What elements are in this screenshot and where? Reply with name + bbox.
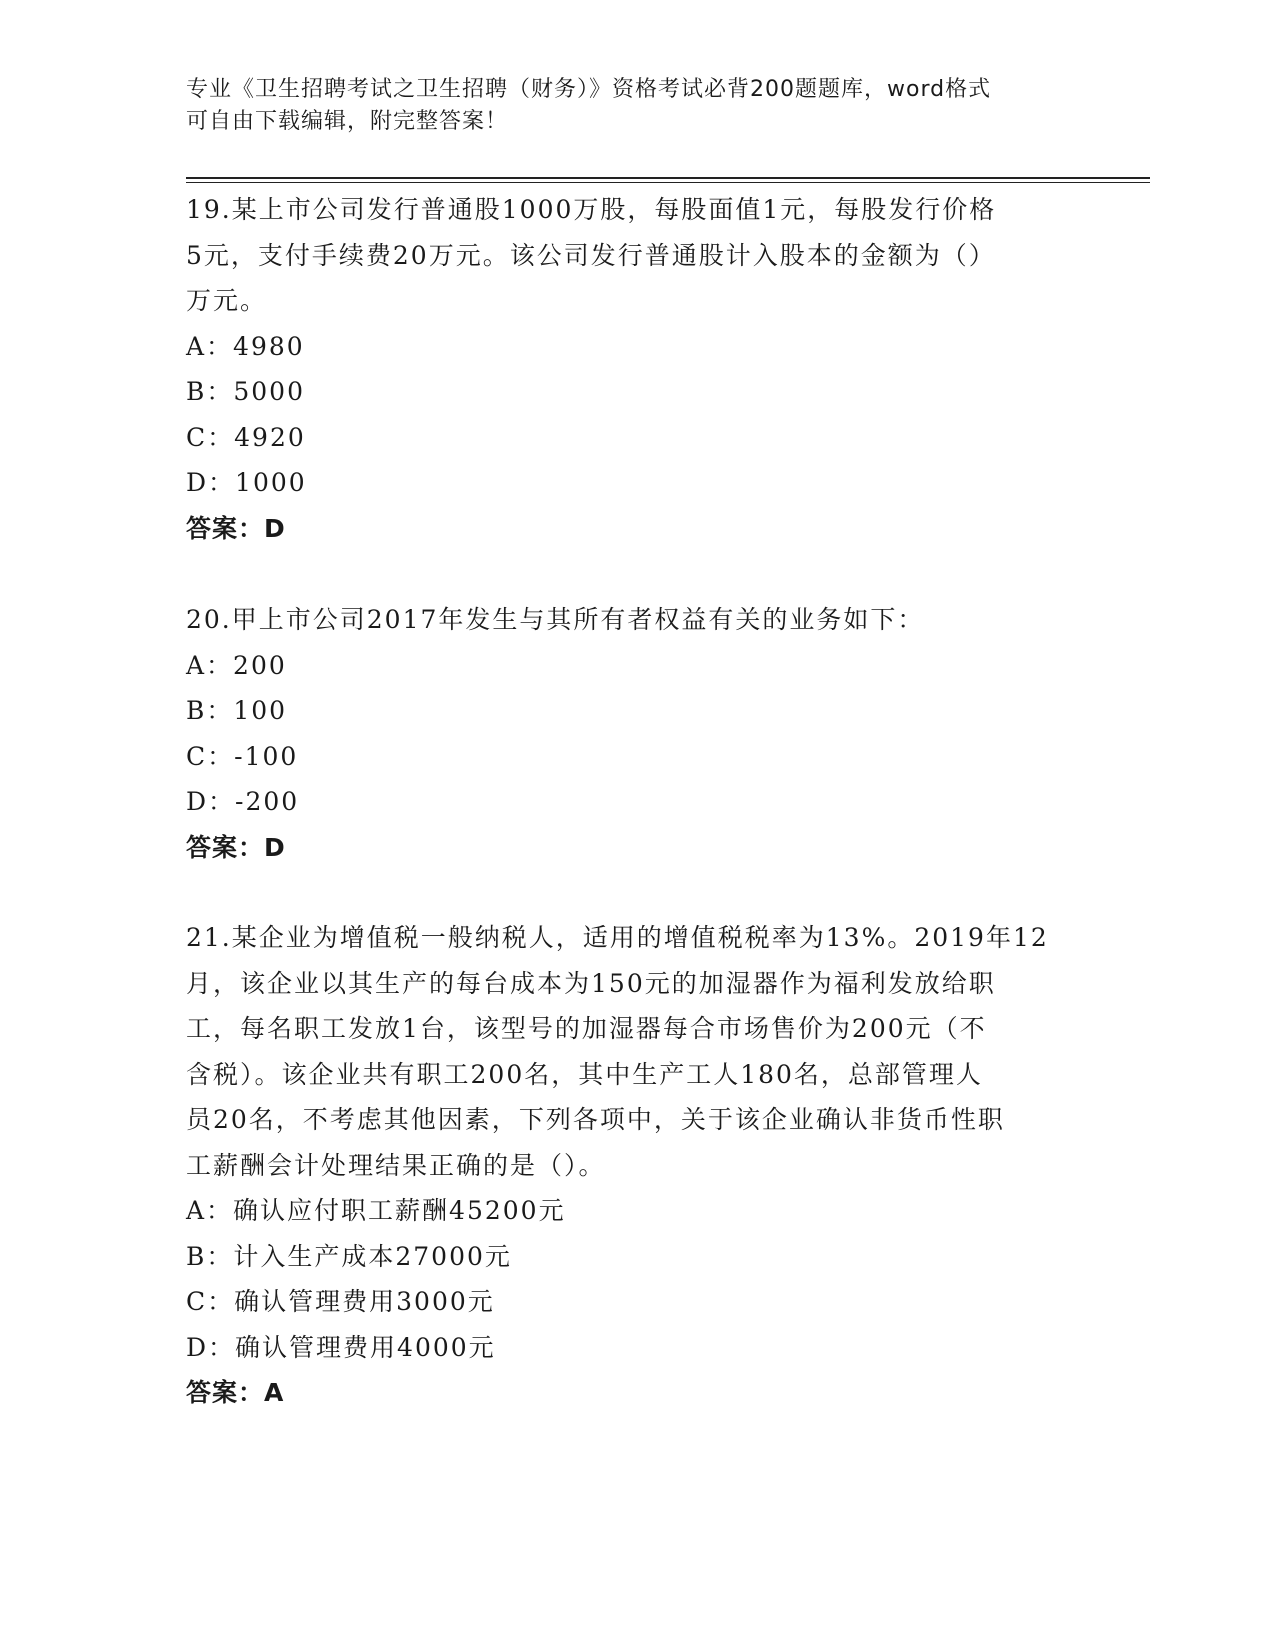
header-divider-thick: [186, 177, 1150, 179]
option-c: C：4920: [186, 422, 306, 452]
question-19: [186, 187, 1086, 551]
question-stem-line: 20.甲上市公司2017年发生与其所有者权益有关的业务如下：: [186, 605, 925, 634]
option-b: B：5000: [186, 377, 305, 406]
question-stem-line: 月，该企业以其生产的每台成本为150元的加湿器作为福利发放给职: [186, 968, 996, 998]
option-a: A：4980: [186, 331, 305, 361]
question-stem-line: 含税）。该企业共有职工200名，其中生产工人180名，总部管理人: [186, 1059, 983, 1089]
answer-label: 答案：A: [186, 1378, 285, 1407]
answer-label: 答案：D: [186, 832, 286, 862]
option-c: C：确认管理费用3000元: [186, 1287, 495, 1316]
option-c: C：-100: [186, 741, 299, 771]
question-stem-line: 工，每名职工发放1台，该型号的加湿器每合市场售价为200元（不: [186, 1014, 987, 1043]
question-stem-line: 工薪酬会计处理结果正确的是（）。: [186, 1150, 606, 1180]
option-a: A：确认应付职工薪酬45200元: [186, 1196, 566, 1225]
header-line-1: 专业《卫生招聘考试之卫生招聘（财务）》资格考试必背200题题库，word格式: [186, 77, 992, 102]
question-stem-line: 21.某企业为增值税一般纳税人，适用的增值税税率为13%。2019年12: [186, 923, 1049, 952]
option-b: B：计入生产成本27000元: [186, 1241, 512, 1271]
document-header: [186, 74, 1066, 138]
option-b: B：100: [186, 696, 288, 725]
header-divider-thin: [186, 182, 1150, 183]
question-20: [186, 597, 1086, 870]
question-21: [186, 915, 1086, 1416]
header-line-2: 可自由下载编辑，附完整答案！: [186, 109, 509, 134]
option-d: D：确认管理费用4000元: [186, 1332, 496, 1362]
option-d: D：-200: [186, 787, 300, 816]
option-d: D：1000: [186, 468, 307, 497]
answer-label: 答案：D: [186, 513, 286, 543]
question-stem-line: 万元。: [186, 286, 268, 315]
question-stem-line: 19.某上市公司发行普通股1000万股，每股面值1元，每股发行价格: [186, 195, 997, 224]
option-a: A：200: [186, 650, 287, 680]
question-stem-line: 5元，支付手续费20万元。该公司发行普通股计入股本的金额为（）: [186, 240, 996, 270]
question-stem-line: 员20名，不考虑其他因素，下列各项中，关于该企业确认非货币性职: [186, 1105, 1005, 1134]
